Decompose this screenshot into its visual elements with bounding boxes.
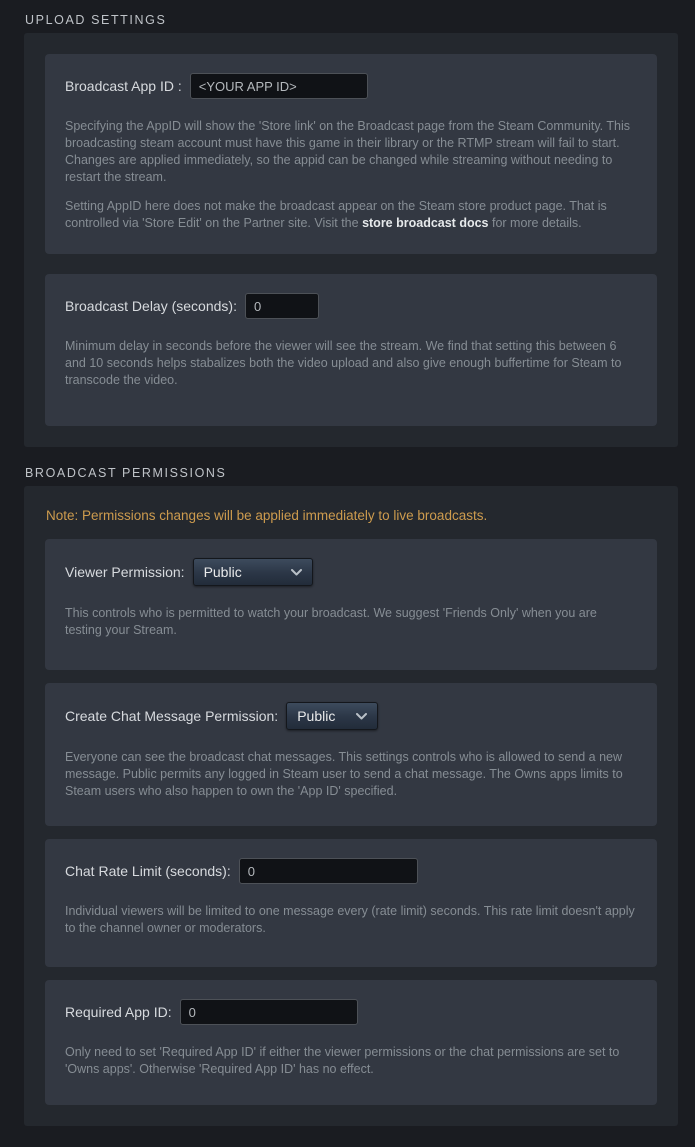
upload-settings-panel xyxy=(24,33,678,447)
upload-settings-header: UPLOAD SETTINGS xyxy=(25,13,167,27)
chat-permission-desc: Everyone can see the broadcast chat messages. This settings controls who is allowed to send a new message. Public permits any logged in Steam user to send a chat message. The Owns apps limits to Steam users who also happen to own the 'App ID' specified. xyxy=(65,750,623,798)
store-broadcast-docs-link[interactable]: store broadcast docs xyxy=(362,216,489,230)
broadcast-app-id-card xyxy=(45,54,657,254)
broadcast-delay-label: Broadcast Delay (seconds): xyxy=(65,298,237,314)
chat-permission-label: Create Chat Message Permission: xyxy=(65,708,279,724)
broadcast-permissions-panel xyxy=(24,486,678,1126)
viewer-permission-desc: This controls who is permitted to watch your broadcast. We suggest 'Friends Only' when you are testing your Stream. xyxy=(65,606,597,637)
chevron-down-icon xyxy=(291,569,302,576)
broadcast-delay-input[interactable] xyxy=(245,293,319,319)
broadcast-app-id-desc-2 xyxy=(65,198,637,232)
broadcast-delay-desc: Minimum delay in seconds before the viewer will see the stream. We find that setting this between 6 and 10 seconds helps stabalizes both the video upload and also give enough buffertime for Steam to transcode the video. xyxy=(65,339,622,387)
chat-permission-select[interactable] xyxy=(286,702,378,730)
broadcast-permissions-header: BROADCAST PERMISSIONS xyxy=(25,466,227,480)
broadcast-app-id-desc-1: Specifying the AppID will show the 'Store link' on the Broadcast page from the Steam Community. This broadcasting steam account must have this game in their library or the RTMP stream will fail to start. Changes are applied immediately, so the appid can be changed while streaming without needing to restart the stream. xyxy=(65,119,631,184)
chat-permission-card xyxy=(45,683,657,826)
chevron-down-icon xyxy=(356,713,367,720)
desc-2-post: for more details. xyxy=(488,216,582,230)
permissions-note: Note: Permissions changes will be applied immediately to live broadcasts. xyxy=(46,508,488,523)
chat-rate-limit-label: Chat Rate Limit (seconds): xyxy=(65,863,231,879)
desc-2-pre: Setting AppID here does not make the broadcast appear on the Steam store product page. That is controlled via 'Store Edit' on the Partner site. Visit the xyxy=(65,199,607,230)
viewer-permission-select[interactable] xyxy=(193,558,313,586)
required-app-id-desc: Only need to set 'Required App ID' if either the viewer permissions or the chat permissions are set to 'Owns apps'. Otherwise 'Required App ID' has no effect. xyxy=(65,1045,620,1076)
chat-rate-limit-desc: Individual viewers will be limited to one message every (rate limit) seconds. This rate limit doesn't apply to the channel owner or moderators. xyxy=(65,904,635,935)
viewer-permission-label: Viewer Permission: xyxy=(65,564,185,580)
required-app-id-card xyxy=(45,980,657,1105)
broadcast-app-id-label: Broadcast App ID : xyxy=(65,78,182,94)
chat-rate-limit-input[interactable] xyxy=(239,858,418,884)
chat-permission-value: Public xyxy=(297,708,336,724)
viewer-permission-card xyxy=(45,539,657,670)
broadcast-app-id-input[interactable] xyxy=(190,73,368,99)
broadcast-delay-card xyxy=(45,274,657,426)
chat-rate-limit-card xyxy=(45,839,657,967)
required-app-id-label: Required App ID: xyxy=(65,1004,172,1020)
viewer-permission-value: Public xyxy=(203,564,242,580)
required-app-id-input[interactable] xyxy=(180,999,358,1025)
